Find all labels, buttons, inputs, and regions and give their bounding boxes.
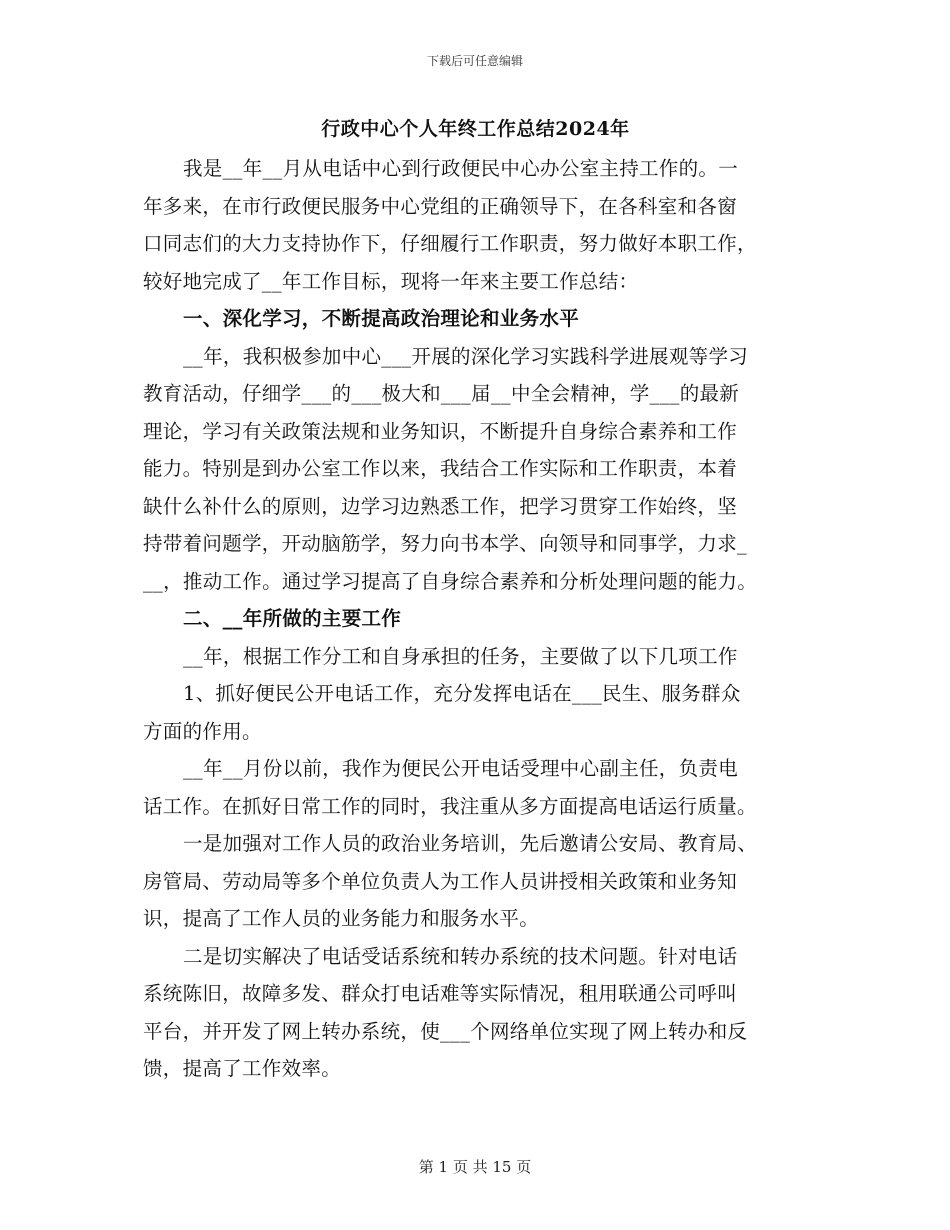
text-line: 二是切实解决了电话受话系统和转办系统的技术问题。针对电话 [183, 944, 738, 968]
text-line: 年多来，在市行政便民服务中心党组的正确领导下，在各科室和各窗 [143, 194, 738, 218]
text-line: __年，根据工作分工和自身承担的任务，主要做了以下几项工作 [183, 644, 738, 668]
text-line: 我是__年__月从电话中心到行政便民中心办公室主持工作的。一 [183, 157, 739, 180]
section-heading: 二、__年所做的主要工作 [183, 607, 402, 630]
text-line: 1、抓好便民公开电话工作，充分发挥电话在___民生、服务群众 [183, 682, 741, 705]
text-line: __，推动工作。通过学习提高了自身综合素养和分析处理问题的能力。 [143, 569, 758, 593]
text-line: 教育活动，仔细学___的___极大和___届__中全会精神，学___的最新 [143, 382, 740, 405]
text-line: 方面的作用。 [143, 719, 262, 743]
text-line: 缺什么补什么的原则，边学习边熟悉工作，把学习贯穿工作始终，坚 [143, 494, 738, 518]
document-body [143, 114, 808, 1088]
text-line: 话工作。在抓好日常工作的同时，我注重从多方面提高电话运行质量。 [143, 794, 757, 818]
text-line: __年，我积极参加中心___开展的深化学习实践科学进展观等学习 [183, 344, 749, 368]
text-line: 馈，提高了工作效率。 [143, 1057, 342, 1080]
text-line: 较好地完成了__年工作目标，现将一年来主要工作总结： [143, 269, 639, 293]
text-line: 房管局、劳动局等多个单位负责人为工作人员讲授相关政策和业务知 [143, 869, 738, 893]
page-header-note: 下载后可任意编辑 [426, 54, 523, 68]
text-line: 识，提高了工作人员的业务能力和服务水平。 [143, 907, 540, 930]
text-line: 理论，学习有关政策法规和业务知识，不断提升自身综合素养和工作 [143, 419, 738, 443]
text-line: 口同志们的大力支持协作下，仔细履行工作职责，努力做好本职工作， [143, 232, 757, 255]
section-heading: 一、深化学习，不断提高政治理论和业务水平 [183, 307, 580, 330]
text-line: __年__月份以前，我作为便民公开电话受理中心副主任，负责电 [183, 757, 738, 780]
page-footer: 第 1 页 共 15 页 [418, 1158, 532, 1176]
text-line: 一是加强对工作人员的政治业务培训，先后邀请公安局、教育局、 [183, 832, 758, 855]
document-paragraphs [143, 150, 808, 1088]
text-line: 持带着问题学，开动脑筋学，努力向书本学、向领导和同事学，力求_ [143, 532, 748, 555]
text-line: 平台，并开发了网上转办系统，使___个网络单位实现了网上转办和反 [143, 1019, 748, 1043]
text-line: 系统陈旧，故障多发、群众打电话难等实际情况，租用联通公司呼叫 [143, 982, 738, 1005]
document-title: 行政中心个人年终工作总结2024年 [321, 118, 630, 140]
text-line: 能力。特别是到办公室工作以来，我结合工作实际和工作职责，本着 [143, 457, 738, 480]
